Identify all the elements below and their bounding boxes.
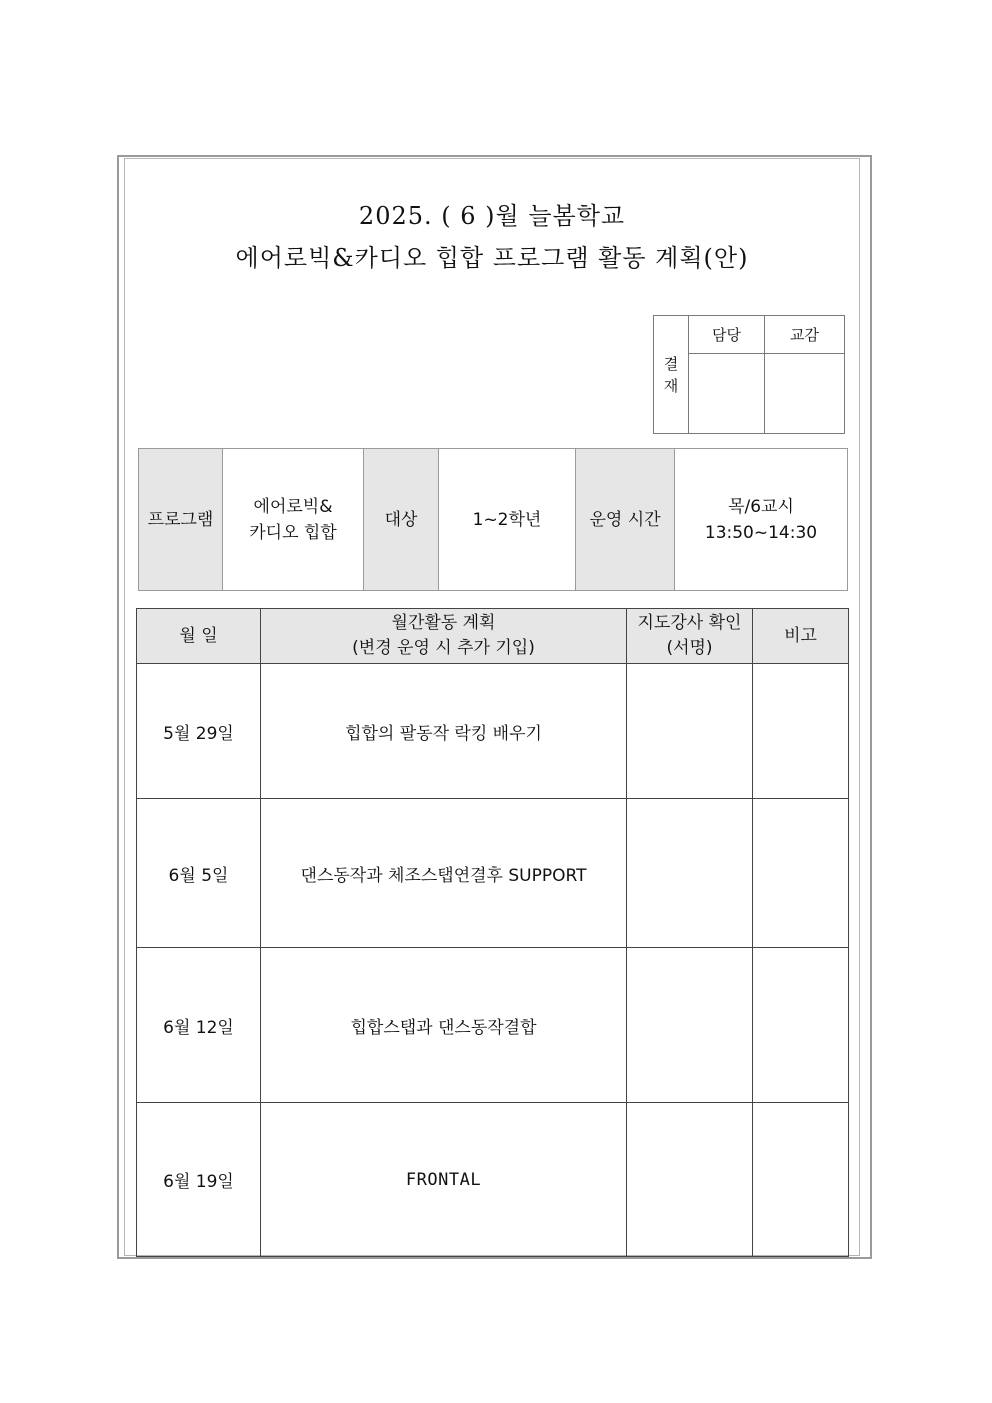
- approval-sign-vice-principal[interactable]: [765, 354, 845, 434]
- time-value-line2: 13:50~14:30: [704, 522, 818, 543]
- approval-header-manager: 담당: [689, 316, 765, 354]
- header-instructor-line1: 지도강사 확인: [637, 613, 742, 633]
- row-note[interactable]: [753, 1103, 849, 1257]
- header-activity-line2: (변경 운영 시 추가 기입): [352, 638, 535, 658]
- table-row: [137, 1103, 849, 1257]
- row-note[interactable]: [753, 948, 849, 1103]
- approval-label-top: 결: [663, 354, 679, 373]
- table-row: [137, 799, 849, 948]
- header-note: 비고: [753, 609, 849, 664]
- header-date: 월 일: [137, 609, 261, 664]
- row-activity: FRONTAL: [261, 1103, 627, 1257]
- approval-sign-manager[interactable]: [689, 354, 765, 434]
- time-value-line1: 목/6교시: [728, 496, 794, 517]
- program-label: 프로그램: [139, 449, 223, 591]
- header-instructor: [627, 609, 753, 664]
- row-date: 6월 19일: [137, 1103, 261, 1257]
- row-activity: 힙합스탭과 댄스동작결합: [261, 948, 627, 1103]
- target-label: 대상: [364, 449, 439, 591]
- row-note[interactable]: [753, 664, 849, 799]
- document-title-line1: 2025. ( 6 )월 늘봄학교: [358, 202, 626, 230]
- activity-plan-table: [136, 608, 849, 1257]
- document-title-line2: 에어로빅&카디오 힙합 프로그램 활동 계획(안): [235, 244, 749, 272]
- approval-table: [653, 315, 845, 434]
- row-date: 6월 12일: [137, 948, 261, 1103]
- approval-label-cell: [654, 316, 689, 434]
- row-note[interactable]: [753, 799, 849, 948]
- time-label: 운영 시간: [576, 449, 675, 591]
- row-instructor-sign[interactable]: [627, 948, 753, 1103]
- program-value-line2: 카디오 힙합: [249, 522, 337, 543]
- row-instructor-sign[interactable]: [627, 664, 753, 799]
- time-value: [675, 449, 848, 591]
- row-activity: 댄스동작과 체조스탭연결후 SUPPORT: [261, 799, 627, 948]
- row-date: 5월 29일: [137, 664, 261, 799]
- header-activity-line1: 월간활동 계획: [391, 613, 496, 633]
- table-row: [137, 664, 849, 799]
- header-instructor-line2: (서명): [666, 638, 713, 658]
- row-date: 6월 5일: [137, 799, 261, 948]
- program-value: [223, 449, 364, 591]
- table-row: [137, 948, 849, 1103]
- row-activity: 힙합의 팔동작 락킹 배우기: [261, 664, 627, 799]
- header-activity: [261, 609, 627, 664]
- program-value-line1: 에어로빅&: [253, 496, 333, 517]
- row-instructor-sign[interactable]: [627, 1103, 753, 1257]
- row-instructor-sign[interactable]: [627, 799, 753, 948]
- approval-label-bottom: 재: [663, 376, 679, 395]
- program-info-table: [138, 448, 848, 591]
- target-value: 1~2학년: [439, 449, 576, 591]
- approval-header-vice-principal: 교감: [765, 316, 845, 354]
